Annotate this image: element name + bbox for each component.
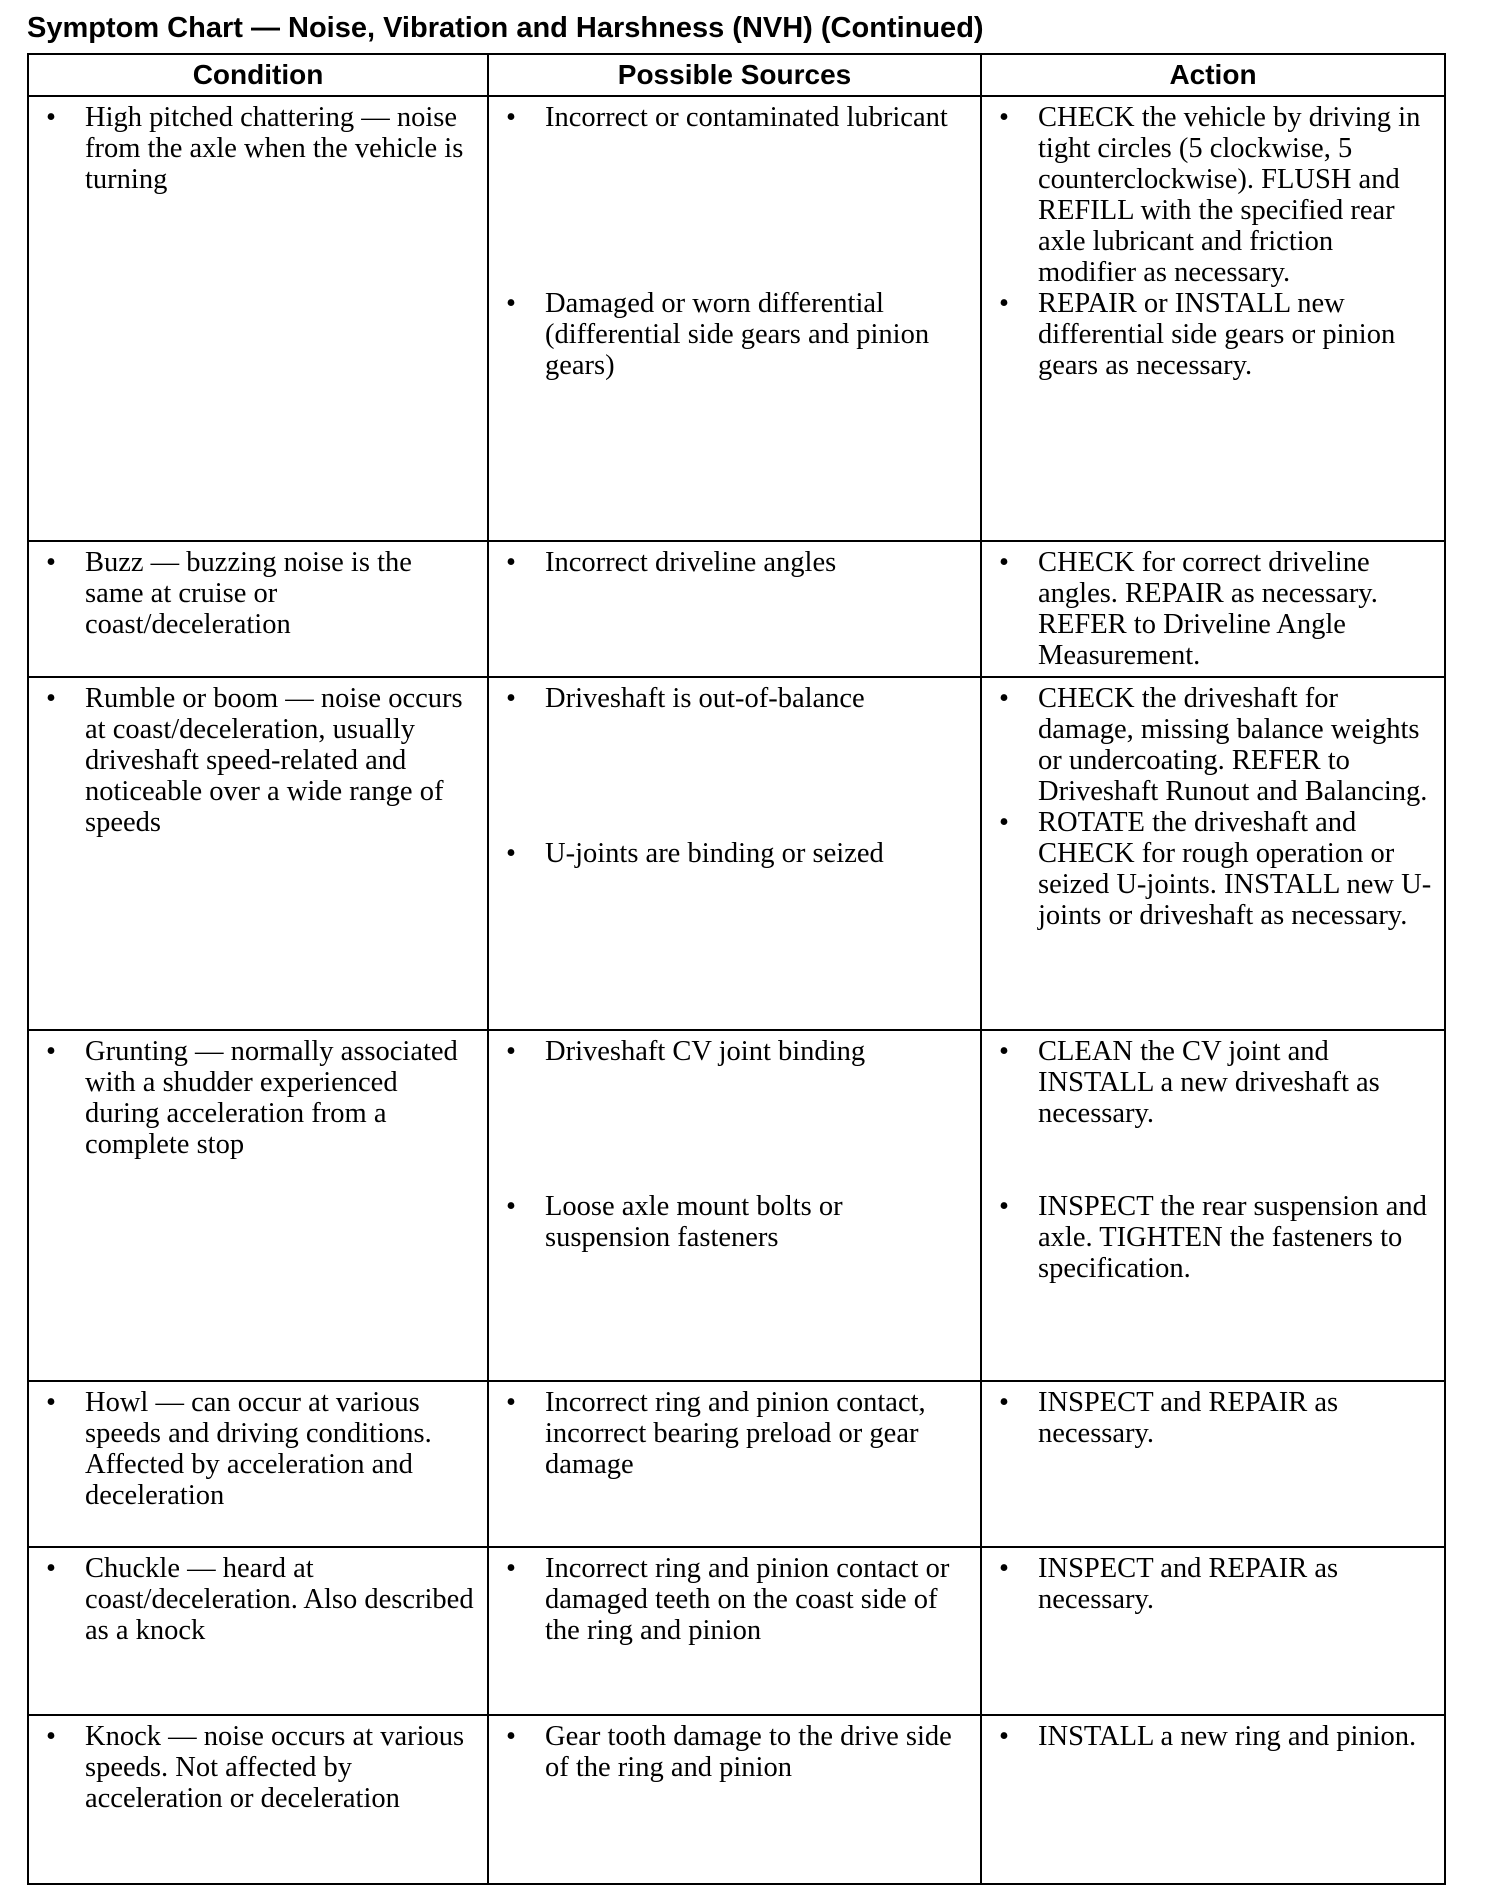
action-cell — [981, 1030, 1445, 1381]
sources-cell — [488, 677, 981, 1030]
sources-cell — [488, 1381, 981, 1547]
action-cell — [981, 541, 1445, 677]
action-cell — [981, 1715, 1445, 1884]
bullet-icon: • — [46, 102, 56, 133]
table-row — [28, 96, 1445, 541]
bullet-icon: • — [506, 102, 516, 133]
sources-cell — [488, 541, 981, 677]
table-row — [28, 1030, 1445, 1381]
condition-cell — [28, 1381, 488, 1547]
condition-item: • Buzz — buzzing noise is the same at cruise or coast/deceleration — [29, 547, 487, 640]
bullet-icon: • — [999, 288, 1009, 319]
condition-item: • Grunting — normally associated with a shudder experienced during acceleration from a complete stop — [29, 1036, 487, 1160]
table-row — [28, 1381, 1445, 1547]
source-item: • Incorrect driveline angles — [489, 547, 980, 578]
bullet-icon: • — [999, 1387, 1009, 1418]
bullet-icon: • — [506, 547, 516, 578]
condition-item: • High pitched chattering — noise from the axle when the vehicle is turning — [29, 102, 487, 195]
bullet-icon: • — [46, 1553, 56, 1584]
action-item: • REPAIR or INSTALL new differential side gears or pinion gears as necessary. — [982, 288, 1444, 381]
sources-cell — [488, 1030, 981, 1381]
source-item: • Driveshaft is out-of-balance — [489, 683, 980, 714]
column-header-possible-sources: Possible Sources — [488, 54, 981, 96]
column-header-action: Action — [981, 54, 1445, 96]
symptom-chart-table — [27, 53, 1446, 1885]
condition-cell — [28, 677, 488, 1030]
action-item: • INSPECT and REPAIR as necessary. — [982, 1387, 1444, 1449]
bullet-icon: • — [46, 1387, 56, 1418]
sources-cell — [488, 96, 981, 541]
bullet-icon: • — [506, 288, 516, 319]
action-item: • INSPECT the rear suspension and axle. TIGHTEN the fasteners to specification. — [982, 1191, 1444, 1284]
source-item: • U-joints are binding or seized — [489, 838, 980, 869]
bullet-icon: • — [46, 1721, 56, 1752]
condition-cell — [28, 1030, 488, 1381]
bullet-icon: • — [999, 1553, 1009, 1584]
sources-cell — [488, 1715, 981, 1884]
condition-item: • Rumble or boom — noise occurs at coast/deceleration, usually driveshaft speed-related and noticeable over a wide range of speeds — [29, 683, 487, 838]
condition-cell — [28, 541, 488, 677]
action-cell — [981, 677, 1445, 1030]
bullet-icon: • — [999, 683, 1009, 714]
table-row — [28, 541, 1445, 677]
source-item: • Incorrect ring and pinion contact or damaged teeth on the coast side of the ring and pinion — [489, 1553, 980, 1646]
action-item: • INSTALL a new ring and pinion. — [982, 1721, 1444, 1752]
bullet-icon: • — [506, 1191, 516, 1222]
action-item: • CHECK for correct driveline angles. REPAIR as necessary. REFER to Driveline Angle Measurement. — [982, 547, 1444, 671]
bullet-icon: • — [999, 1191, 1009, 1222]
bullet-icon: • — [506, 1387, 516, 1418]
action-item: • CHECK the driveshaft for damage, missing balance weights or undercoating. REFER to Driveshaft Runout and Balancing. — [982, 683, 1444, 807]
bullet-icon: • — [999, 1721, 1009, 1752]
bullet-icon: • — [46, 1036, 56, 1067]
action-item: • ROTATE the driveshaft and CHECK for rough operation or seized U-joints. INSTALL new U-joints or driveshaft as necessary. — [982, 807, 1444, 931]
bullet-icon: • — [506, 838, 516, 869]
action-cell — [981, 1547, 1445, 1715]
bullet-icon: • — [999, 1036, 1009, 1067]
page-title: Symptom Chart — Noise, Vibration and Harshness (NVH) (Continued) — [27, 12, 984, 44]
bullet-icon: • — [46, 683, 56, 714]
action-item: • CLEAN the CV joint and INSTALL a new driveshaft as necessary. — [982, 1036, 1444, 1129]
source-item: • Driveshaft CV joint binding — [489, 1036, 980, 1067]
condition-cell — [28, 96, 488, 541]
sources-cell — [488, 1547, 981, 1715]
table-row — [28, 1715, 1445, 1884]
bullet-icon: • — [999, 547, 1009, 578]
source-item: • Incorrect or contaminated lubricant — [489, 102, 980, 133]
condition-cell — [28, 1547, 488, 1715]
bullet-icon: • — [506, 1721, 516, 1752]
column-header-condition: Condition — [28, 54, 488, 96]
condition-item: • Howl — can occur at various speeds and driving conditions. Affected by acceleration and deceleration — [29, 1387, 487, 1511]
action-item: • CHECK the vehicle by driving in tight circles (5 clockwise, 5 counterclockwise). FLUSH and REFILL with the specified rear axle lubricant and friction modifier as necessary. — [982, 102, 1444, 288]
source-item: • Gear tooth damage to the drive side of the ring and pinion — [489, 1721, 980, 1783]
action-cell — [981, 1381, 1445, 1547]
source-item: • Damaged or worn differential (differential side gears and pinion gears) — [489, 288, 980, 381]
table-row — [28, 1547, 1445, 1715]
condition-item: • Knock — noise occurs at various speeds. Not affected by acceleration or deceleration — [29, 1721, 487, 1814]
bullet-icon: • — [999, 102, 1009, 133]
table-header-row — [28, 54, 1445, 96]
action-cell — [981, 96, 1445, 541]
bullet-icon: • — [506, 1553, 516, 1584]
bullet-icon: • — [506, 683, 516, 714]
condition-item: • Chuckle — heard at coast/deceleration. Also described as a knock — [29, 1553, 487, 1646]
table-row — [28, 677, 1445, 1030]
bullet-icon: • — [999, 807, 1009, 838]
action-item: • INSPECT and REPAIR as necessary. — [982, 1553, 1444, 1615]
bullet-icon: • — [506, 1036, 516, 1067]
source-item: • Incorrect ring and pinion contact, incorrect bearing preload or gear damage — [489, 1387, 980, 1480]
condition-cell — [28, 1715, 488, 1884]
source-item: • Loose axle mount bolts or suspension fasteners — [489, 1191, 980, 1253]
bullet-icon: • — [46, 547, 56, 578]
